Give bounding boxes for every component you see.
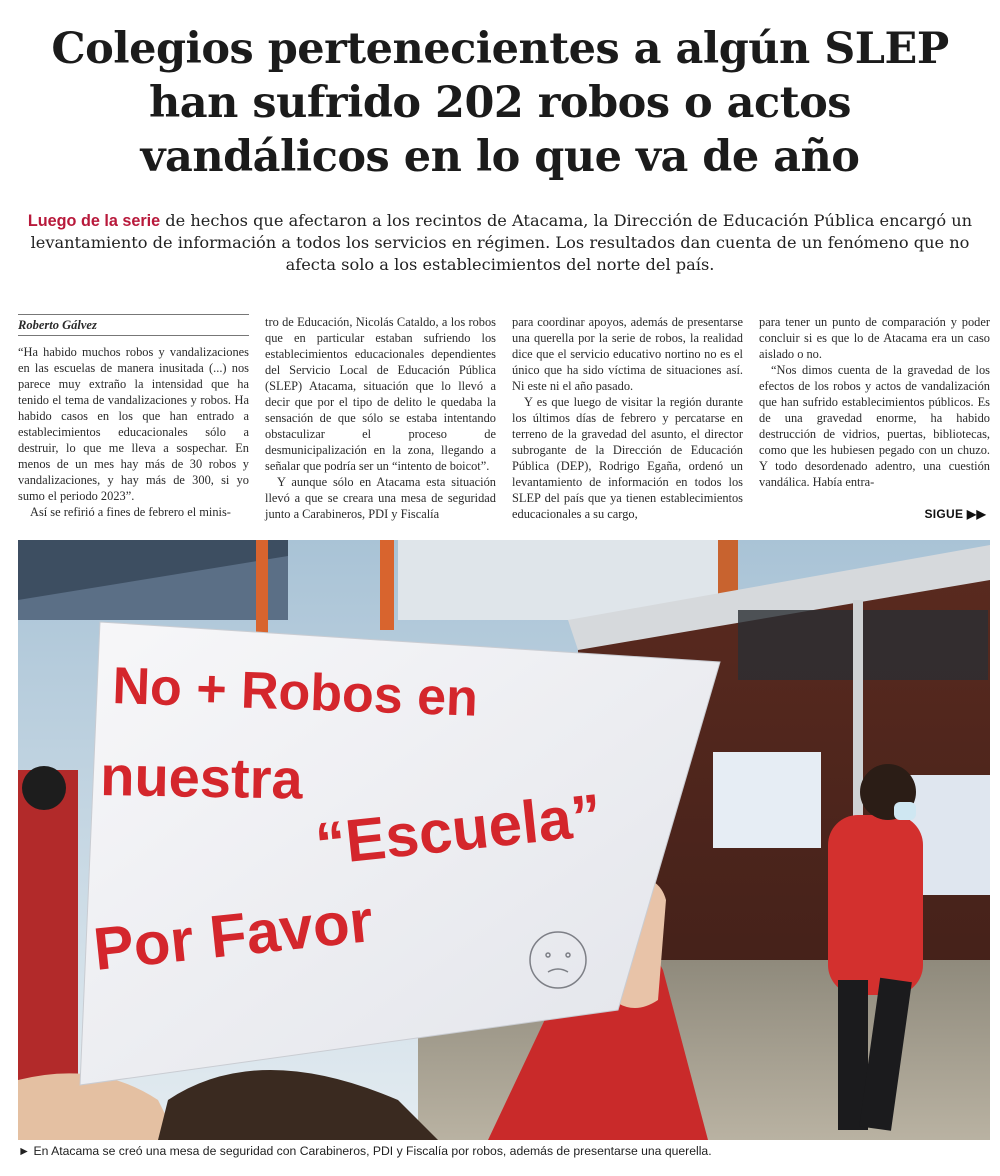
person-left-head — [22, 766, 66, 810]
col1-paragraph-2: Así se refirió a fines de febrero el minis- — [30, 505, 231, 519]
col3-paragraph-1: para coordinar apoyos, además de presentarse una querella por la serie de robos, la realidad dice que el servicio educativo nortino no es el único que ha sido víctima de situaciones así. Ni este ni el año pasado. — [512, 315, 743, 393]
photo-caption: ► En Atacama se creó una mesa de seguridad con Carabineros, PDI y Fiscalía por robos, además de presentarse una querella. — [18, 1144, 712, 1158]
sign-text-line2: nuestra — [99, 744, 304, 811]
col3-paragraph-2: Y es que luego de visitar la región durante los últimos días de febrero y percatarse en terreno de la gravedad del asunto, el director subrogante de la Dirección de Educación Pública (DEP), Rodrigo Egaña, ordenó un levantamiento de información en todos los SLEP del país que ya tienen establecimientos educacionales a su cargo, — [512, 395, 743, 521]
headline: Colegios pertenecientes a algún SLEP han sufrido 202 robos o actos vandálicos en lo que va de año — [51, 24, 949, 182]
col2-paragraph-2: Y aunque sólo en Atacama esta situación llevó a que se creara una mesa de seguridad junto a Carabineros, PDI y Fiscalía — [265, 475, 496, 521]
column-4 — [759, 314, 990, 524]
orange-pillar-center — [380, 540, 394, 630]
lead-paragraph — [16, 210, 984, 276]
lead-kicker: Luego de la serie — [27, 212, 161, 230]
column-2 — [265, 314, 496, 524]
col1-paragraph-1: “Ha habido muchos robos y vandalizaciones en las escuelas de manera inusitada (...) nos parece muy extraño la intensidad que ha tenido el tema de vandalizaciones y robos. Ha habido casos en los que han entrado a establecimientos educacionales sólo a destruir, lo que me lleva a sospechar. En menos de un mes hay más de 30 robos y vandalizaciones, y hay más de 300, si yo sumo el periodo 2023”. — [18, 345, 249, 503]
sign-text-line1: No + Robos en — [111, 657, 479, 728]
col2-paragraph-1: tro de Educación, Nicolás Cataldo, a los robos que en particular estaban sufriendo los establecimientos educacionales dependientes del Servicio Local de Educación Pública (SLEP) Atacama, situación que lo llevó a decir que por el tipo de delito le quedaba la sensación de que sólo se estaba intentando obstaculizar el proceso de desmunicipalización en la zona, llegando a señalar que podría ser un “intento de boicot”. — [265, 315, 496, 473]
sign-text-line4: Por Favor — [90, 887, 376, 983]
col4-paragraph-2: “Nos dimos cuenta de la gravedad de los efectos de los robos y actos de vandalización que han sufrido establecimientos públicos. Es de una gravedad enorme, ha habido destrucción de vidrios, puertas, bibliotecas, como que les hubiesen pegado con un chuzo. Y todo desordenado adentro, una cuestión vandálica. Había entra- — [759, 363, 990, 489]
col4-paragraph-1: para tener un punto de comparación y poder concluir si es que lo de Atacama era un caso aislado o no. — [759, 315, 990, 361]
column-3 — [512, 314, 743, 524]
wall-poster — [713, 752, 821, 848]
sign-text-line3: “Escuela” — [312, 781, 605, 878]
lead-text: de hechos que afectaron a los recintos de Atacama, la Dirección de Educación Pública encargó un levantamiento de información a todos los servicios en régimen. Los resultados dan cuenta de un fenómeno que no afecta solo a los establecimientos del norte del país. — [30, 211, 973, 274]
byline: Roberto Gálvez — [18, 314, 249, 336]
continue-label: SIGUE ▶▶ — [924, 507, 986, 521]
article-photo — [18, 540, 990, 1140]
photo-illustration — [18, 540, 990, 1140]
article-columns — [18, 314, 990, 524]
column-1 — [18, 314, 249, 524]
